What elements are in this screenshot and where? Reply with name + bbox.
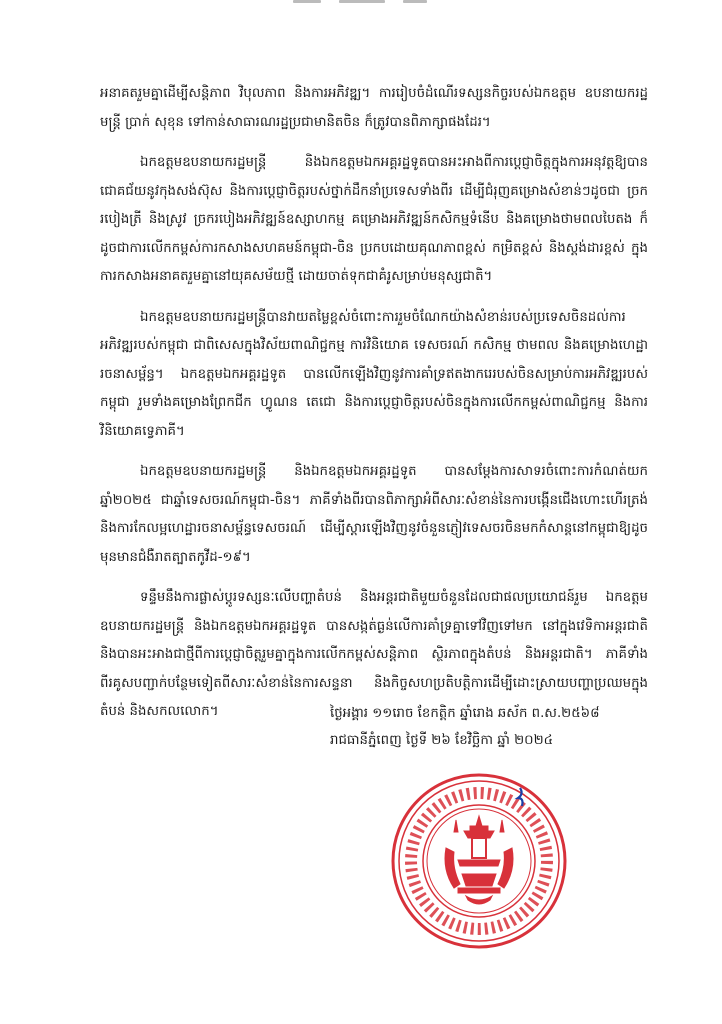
paragraph-4: ឯកឧត្តមឧបនាយករដ្ឋមន្ត្រី និងឯកឧត្តមឯកអគ្គរដ្ឋទូត បានសម្តែងការសាទរចំពោះការកំណត់យកឆ្នាំ២០២៥ ជាឆ្នាំទេសចរណ៍កម្ពុជា-ចិន។ ភាគីទាំងពីរបានពិភាក្សាអំពីសារៈសំខាន់នៃការបង្កើនជើងហោះហើរត្រង់ និងការកែលម្អហេដ្ឋារចនាសម្ព័ន្ធទេសចរណ៍ ដើម្បីស្តារឡើងវិញនូវចំនួនភ្ញៀវទេសចរចិនមកកំសាន្តនៅកម្ពុជាឱ្យដូចមុនមានជំងឺរាតត្បាតកូវីដ-១៩។ xyxy=(100,464,648,565)
paragraph-2: ឯកឧត្តមឧបនាយករដ្ឋមន្ត្រី និងឯកឧត្តមឯកអគ្គរដ្ឋទូតបានអះអាងពីការប្តេជ្ញាចិត្តក្នុងការអនុវត្តឱ្យបានជោគជ័យនូវកុងសង់ស៊ុស និងការប្តេជ្ញាចិត្តរបស់ថ្នាក់ដឹកនាំប្រទេសទាំងពីរ ដើម្បីជំរុញគម្រោងសំខាន់ៗដូចជា ច្រករបៀងត្រី និងស្រូវ ច្រករបៀងអភិវឌ្ឍន៍ឧស្សាហកម្ម គម្រោងអភិវឌ្ឍន៍កសិកម្មទំនើប និងគម្រោងថាមពលបៃតង ក៏ដូចជាការលើកកម្ពស់ការកសាងសហគមន៍កម្ពុជា-ចិន ប្រកបដោយគុណភាពខ្ពស់ កម្រិតខ្ពស់ និងស្តង់ដារខ្ពស់ ក្នុងការកសាងអនាគតរួមគ្នានៅយុគសម័យថ្មី ដោយចាត់ទុកជាគំរូសម្រាប់មនុស្សជាតិ។ xyxy=(100,155,648,284)
paragraph-3: ឯកឧត្តមឧបនាយករដ្ឋមន្ត្រីបានវាយតម្លៃខ្ពស់ចំពោះការរួមចំណែកយ៉ាងសំខាន់របស់ប្រទេសចិនដល់ការអភិវឌ្ឍរបស់កម្ពុជា ជាពិសេសក្នុងវិស័យពាណិជ្ជកម្ម ការវិនិយោគ ទេសចរណ៍ កសិកម្ម ថាមពល និងគម្រោងហេដ្ឋារចនាសម្ព័ន្ធ។ ឯកឧត្តមឯកអគ្គរដ្ឋទូត បានលើកឡើងវិញនូវការគាំទ្រឥតងាករេរបស់ចិនសម្រាប់ការអភិវឌ្ឍរបស់កម្ពុជា រួមទាំងគម្រោងព្រែកជីក ហ្វូណន តេជោ និងការប្តេជ្ញាចិត្តរបស់ចិនក្នុងការលើកកម្ពស់ពាណិជ្ជកម្ម និងការវិនិយោគទ្វេភាគី។ xyxy=(100,309,648,439)
place-date: រាជធានីភ្នំពេញ ថ្ងៃទី ២៦ ខែវិច្ឆិកា ឆ្នាំ ២០២៤ xyxy=(330,733,554,748)
ministry-seal-icon xyxy=(388,770,570,952)
paragraph-5: ទន្ទឹមនឹងការផ្លាស់ប្តូរទស្សនៈលើបញ្ហាតំបន់ និងអន្តរជាតិមួយចំនួនដែលជាផលប្រយោជន៍រួម ឯកឧត្តមឧបនាយករដ្ឋមន្ត្រី និងឯកឧត្តមឯកអគ្គរដ្ឋទូត បានសង្កត់ធ្ងន់លើការគាំទ្រគ្នាទៅវិញទៅមក នៅក្នុងវេទិកាអន្តរជាតិ និងបានអះអាងជាថ្មីពីការប្តេជ្ញាចិត្តរួមគ្នាក្នុងការលើកកម្ពស់សន្តិភាព ស្ថិរភាពក្នុងតំបន់ និងអន្តរជាតិ។ ភាគីទាំងពីរគូសបញ្ជាក់បន្ថែមទៀតពីសារៈសំខាន់នៃការសន្ទនា និងកិច្ចសហប្រតិបត្តិការដើម្បីដោះស្រាយបញ្ហាប្រឈមក្នុងតំបន់ និងសកលលោក។ xyxy=(100,590,648,719)
lunar-date: ថ្ងៃអង្គារ ១១រោច ខែកត្តិក ឆ្នាំរោង ឆស័ក ព.ស.២៥៦៨ xyxy=(330,706,600,721)
letter-body xyxy=(100,80,648,739)
page-header-mark xyxy=(285,0,435,10)
date-block xyxy=(330,700,660,754)
paragraph-1: អនាគតរួមគ្នាដើម្បីសន្តិភាព វិបុលភាព និងការអភិវឌ្ឍ។ ការរៀបចំដំណើរទស្សនកិច្ចរបស់ឯកឧត្តម ឧបនាយករដ្ឋមន្ត្រី ប្រាក់ សុខុន ទៅកាន់សាធារណរដ្ឋប្រជាមានិតចិន ក៏ត្រូវបានពិភាក្សាផងដែរ។ xyxy=(100,86,648,130)
